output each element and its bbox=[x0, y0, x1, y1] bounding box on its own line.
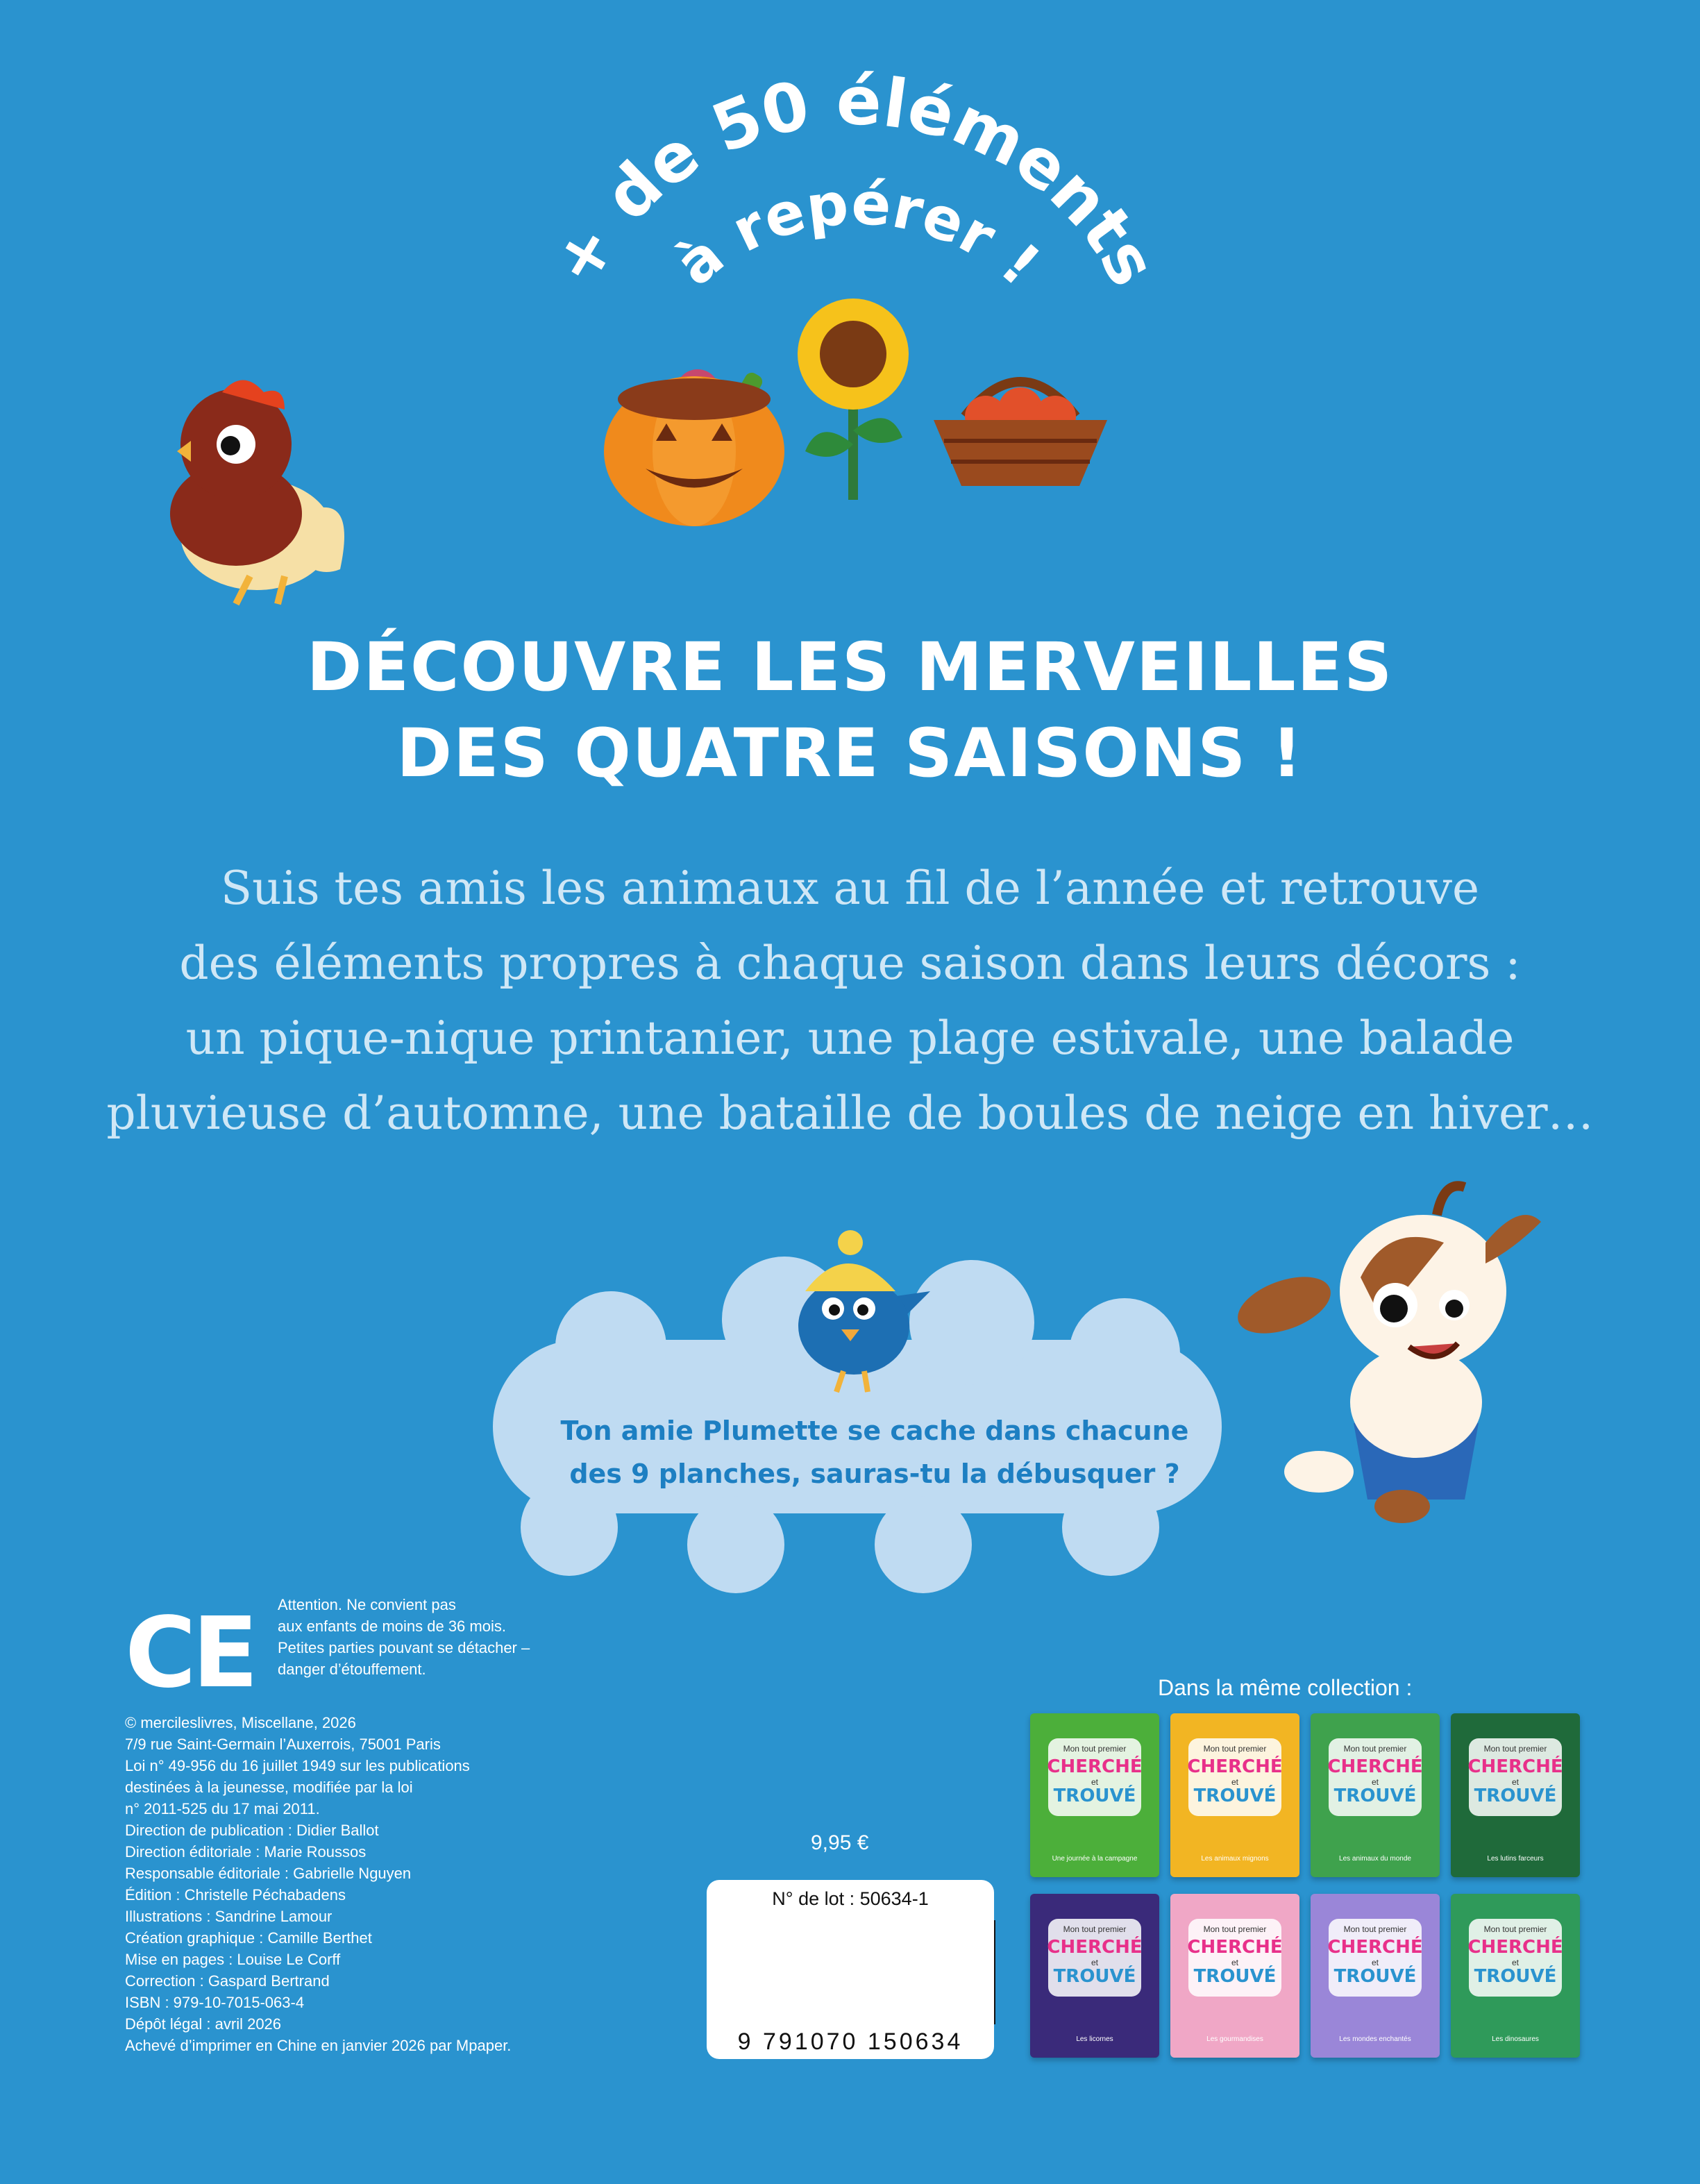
warning-line: Petites parties pouvant se détacher – bbox=[278, 1639, 530, 1656]
collection-book bbox=[1030, 1713, 1159, 1877]
collection-book bbox=[1030, 1894, 1159, 2058]
bubble-line: Ton amie Plumette se cache dans chacune bbox=[560, 1416, 1189, 1446]
credit-line: Dépôt légal : avril 2026 bbox=[125, 2015, 282, 2033]
book-subtitle: Les gourmandises bbox=[1206, 2035, 1263, 2043]
ce-mark: CE bbox=[125, 1597, 255, 1710]
book-series-top: Mon tout premier bbox=[1203, 1924, 1267, 1934]
credit-line: Responsable éditoriale : Gabrielle Nguyen bbox=[125, 1865, 412, 1882]
credits bbox=[125, 1712, 569, 2056]
book-series-et: et bbox=[1091, 1958, 1098, 1967]
book-series-top: Mon tout premier bbox=[1063, 1924, 1127, 1934]
book-series-et: et bbox=[1511, 1958, 1519, 1967]
collection-title: Dans la même collection : bbox=[1158, 1675, 1413, 1700]
book-series-word2: TROUVÉ bbox=[1333, 1786, 1417, 1806]
book-series-et: et bbox=[1231, 1958, 1238, 1967]
credit-line: Édition : Christelle Péchabadens bbox=[125, 1886, 346, 1904]
book-series-word2: TROUVÉ bbox=[1193, 1786, 1277, 1806]
badge-line-2: à repérer ! bbox=[662, 169, 1053, 299]
book-series-word1: CHERCHÉ bbox=[1187, 1937, 1283, 1958]
collection-book bbox=[1311, 1713, 1440, 1877]
book-series-word1: CHERCHÉ bbox=[1467, 1937, 1563, 1958]
credit-line: Direction éditoriale : Marie Roussos bbox=[125, 1843, 367, 1860]
intro-line: des éléments propres à chaque saison dans leurs décors : bbox=[179, 936, 1521, 990]
book-series-et: et bbox=[1511, 1777, 1519, 1787]
book-series-top: Mon tout premier bbox=[1483, 1924, 1547, 1934]
book-series-top: Mon tout premier bbox=[1483, 1744, 1547, 1754]
hen-icon bbox=[170, 380, 344, 605]
intro-line: un pique-nique printanier, une plage estivale, une balade bbox=[185, 1011, 1515, 1065]
headline-line-1: DÉCOUVRE LES MERVEILLES bbox=[306, 628, 1394, 706]
book-series-word1: CHERCHÉ bbox=[1467, 1756, 1563, 1777]
book-series-top: Mon tout premier bbox=[1343, 1744, 1407, 1754]
credit-line: destinées à la jeunesse, modifiée par la loi bbox=[125, 1779, 413, 1796]
book-series-word1: CHERCHÉ bbox=[1187, 1756, 1283, 1777]
intro-text bbox=[83, 851, 1617, 1151]
credit-line: Illustrations : Sandrine Lamour bbox=[125, 1908, 333, 1925]
credit-line: 7/9 rue Saint-Germain l’Auxerrois, 75001 Paris bbox=[125, 1736, 441, 1753]
credit-line: n° 2011-525 du 17 mai 2011. bbox=[125, 1800, 320, 1817]
warning-line: danger d’étouffement. bbox=[278, 1661, 426, 1678]
book-series-word1: CHERCHÉ bbox=[1047, 1937, 1143, 1958]
credit-line: Création graphique : Camille Berthet bbox=[125, 1929, 372, 1947]
collection-book bbox=[1170, 1894, 1299, 2058]
goat-icon bbox=[1230, 1186, 1541, 1523]
book-series-et: et bbox=[1231, 1777, 1238, 1787]
book-series-word1: CHERCHÉ bbox=[1047, 1756, 1143, 1777]
price: 9,95 € bbox=[811, 1831, 869, 1854]
book-series-word2: TROUVÉ bbox=[1474, 1786, 1557, 1806]
bubble-text bbox=[528, 1409, 1222, 1495]
barcode-digits: 9 791070 150634 bbox=[737, 2028, 963, 2055]
lot-number: N° de lot : 50634-1 bbox=[772, 1888, 929, 1909]
book-series-et: et bbox=[1371, 1958, 1379, 1967]
book-series-word2: TROUVÉ bbox=[1474, 1966, 1557, 1987]
collection-book bbox=[1170, 1713, 1299, 1877]
book-series-et: et bbox=[1091, 1777, 1098, 1787]
credit-line: Loi n° 49-956 du 16 juillet 1949 sur les publications bbox=[125, 1757, 470, 1774]
badge-line-1: + de 50 éléments bbox=[536, 62, 1172, 299]
credit-line: Mise en pages : Louise Le Corff bbox=[125, 1951, 341, 1968]
sunflower-icon bbox=[798, 299, 909, 500]
intro-line: Suis tes amis les animaux au fil de l’année et retrouve bbox=[220, 862, 1480, 915]
book-series-word1: CHERCHÉ bbox=[1327, 1756, 1423, 1777]
credit-line: Direction de publication : Didier Ballot bbox=[125, 1822, 379, 1839]
collection-book bbox=[1451, 1713, 1580, 1877]
book-series-word2: TROUVÉ bbox=[1053, 1966, 1136, 1987]
credit-line: Correction : Gaspard Bertrand bbox=[125, 1972, 330, 1990]
pumpkin-icon bbox=[604, 369, 784, 526]
book-subtitle: Une journée à la campagne bbox=[1052, 1855, 1138, 1863]
book-series-word2: TROUVÉ bbox=[1193, 1966, 1277, 1987]
book-series-top: Mon tout premier bbox=[1343, 1924, 1407, 1934]
book-subtitle: Les dinosaures bbox=[1492, 2035, 1539, 2043]
book-series-top: Mon tout premier bbox=[1203, 1744, 1267, 1754]
book-subtitle: Les animaux mignons bbox=[1201, 1855, 1269, 1863]
intro-line: pluvieuse d’automne, une bataille de boules de neige en hiver… bbox=[106, 1086, 1594, 1140]
book-series-word2: TROUVÉ bbox=[1333, 1966, 1417, 1987]
credit-line: © mercileslivres, Miscellane, 2026 bbox=[125, 1714, 356, 1731]
barcode-box bbox=[707, 1880, 994, 2059]
credit-line: Achevé d’imprimer en Chine en janvier 2026 par Mpaper. bbox=[125, 2037, 512, 2054]
credit-line: ISBN : 979-10-7015-063-4 bbox=[125, 1994, 305, 2011]
book-series-word2: TROUVÉ bbox=[1053, 1786, 1136, 1806]
headline-line-2: DES QUATRE SAISONS ! bbox=[396, 714, 1304, 792]
book-subtitle: Les lutins farceurs bbox=[1487, 1855, 1544, 1863]
book-series-et: et bbox=[1371, 1777, 1379, 1787]
book-subtitle: Les animaux du monde bbox=[1339, 1855, 1411, 1863]
safety-warning bbox=[278, 1594, 569, 1680]
collection-book bbox=[1311, 1894, 1440, 2058]
book-series-top: Mon tout premier bbox=[1063, 1744, 1127, 1754]
book-series-word1: CHERCHÉ bbox=[1327, 1937, 1423, 1958]
warning-line: aux enfants de moins de 36 mois. bbox=[278, 1618, 506, 1635]
collection-book bbox=[1451, 1894, 1580, 2058]
warning-line: Attention. Ne convient pas bbox=[278, 1596, 456, 1613]
basket-icon bbox=[934, 382, 1107, 486]
bubble-line: des 9 planches, sauras-tu la débusquer ? bbox=[569, 1459, 1180, 1489]
book-subtitle: Les mondes enchantés bbox=[1339, 2035, 1411, 2043]
book-subtitle: Les licornes bbox=[1076, 2035, 1113, 2043]
